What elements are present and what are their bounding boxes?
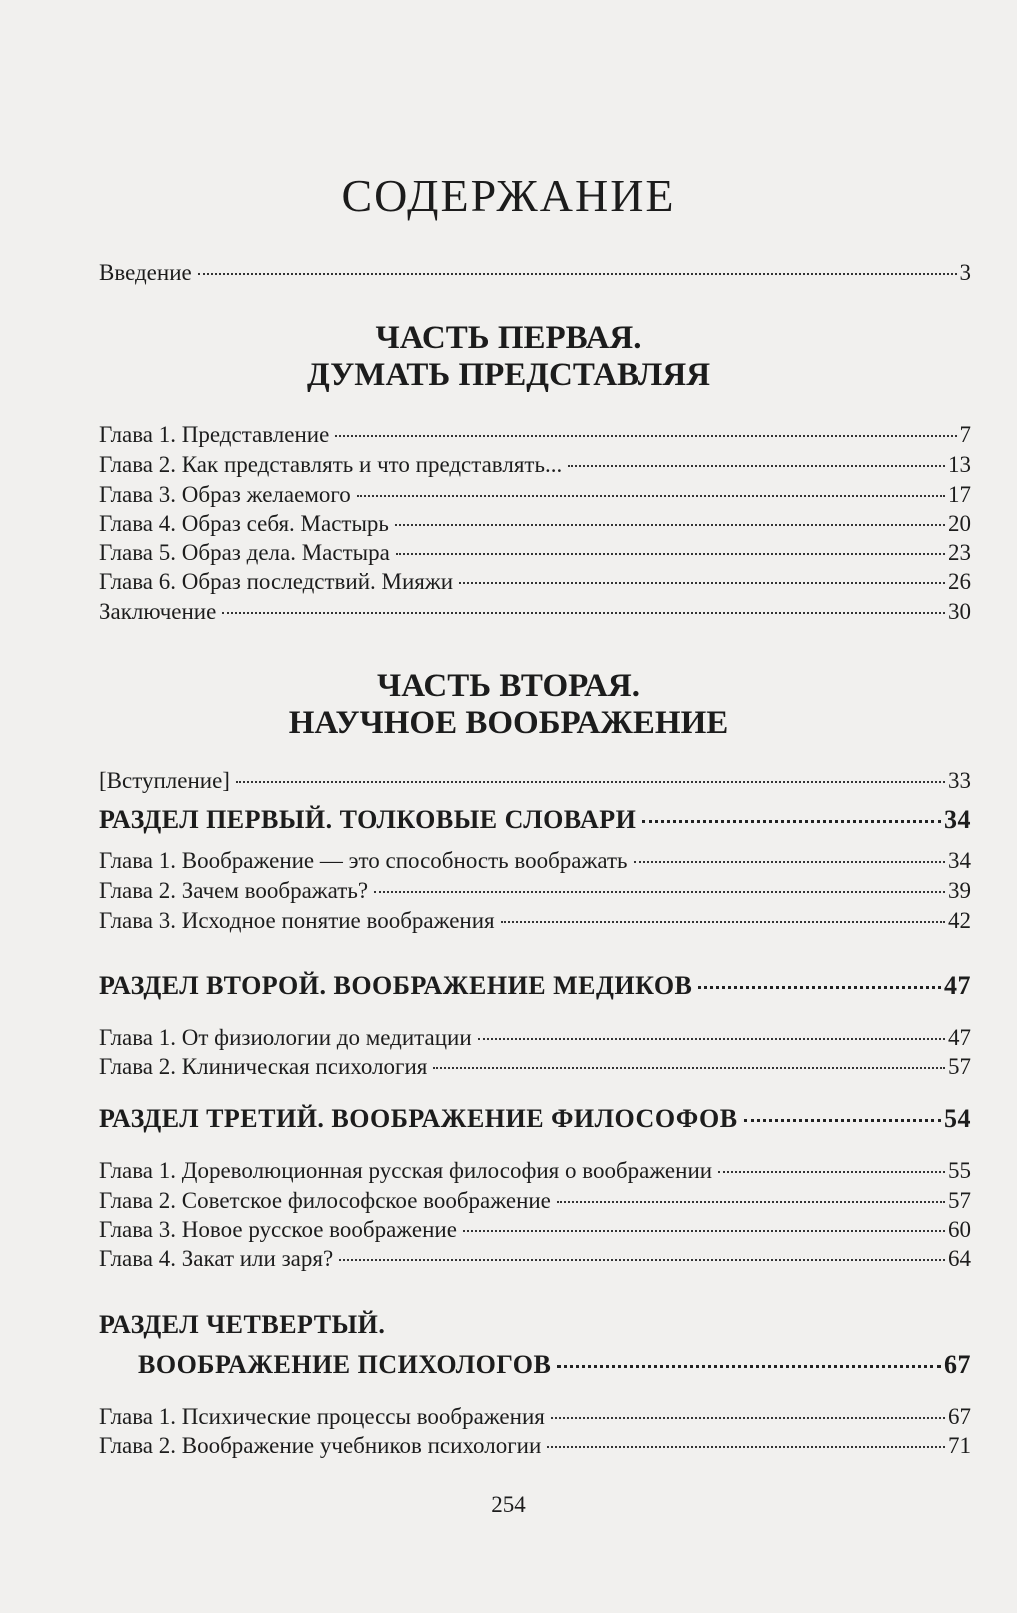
toc-entry-label: Глава 3. Новое русское воображение	[99, 1217, 457, 1242]
toc-entry-label: [Вступление]	[99, 768, 230, 793]
toc-entry	[99, 538, 971, 568]
dot-leader	[501, 921, 945, 923]
toc-entry-label: Введение	[99, 260, 192, 285]
toc-section-label: ВООБРАЖЕНИЕ ПСИХОЛОГОВ	[138, 1350, 552, 1379]
toc-entry	[99, 1431, 971, 1461]
toc-entry-page: 3	[959, 260, 971, 285]
toc-section-heading	[138, 1350, 971, 1380]
dot-leader	[396, 553, 945, 555]
dot-leader	[547, 1446, 945, 1448]
dot-leader	[395, 524, 945, 526]
toc-section-label: РАЗДЕЛ ПЕРВЫЙ. ТОЛКОВЫЕ СЛОВАРИ	[99, 805, 637, 834]
toc-entry-label: Глава 1. Представление	[99, 422, 330, 447]
toc-entry-page: 20	[948, 511, 971, 536]
part1-heading-line2: ДУМАТЬ ПРЕДСТАВЛЯЯ	[306, 357, 711, 393]
toc-section-heading	[99, 1104, 971, 1134]
toc-entry-label: Глава 5. Образ дела. Мастыра	[99, 540, 390, 565]
toc-entry	[99, 420, 971, 450]
toc-section-heading	[99, 971, 971, 1001]
dot-leader	[551, 1417, 945, 1419]
toc-entry-label: Глава 1. От физиологии до медитации	[99, 1025, 472, 1050]
toc-entry-page: 47	[948, 1025, 971, 1050]
part1-heading-line1: ЧАСТЬ ПЕРВАЯ.	[375, 320, 642, 356]
toc-entry	[99, 1244, 971, 1274]
toc-entry-label: Глава 2. Воображение учебников психологии	[99, 1433, 542, 1458]
toc-section-label: РАЗДЕЛ ТРЕТИЙ. ВООБРАЖЕНИЕ ФИЛОСОФОВ	[99, 1104, 738, 1133]
toc-entry-page: 42	[948, 908, 971, 933]
toc-entry-label: Глава 4. Образ себя. Мастырь	[99, 511, 389, 536]
dot-leader	[339, 1259, 945, 1261]
toc-entry-label: Глава 2. Зачем воображать?	[99, 878, 369, 903]
toc-entry-label: Глава 1. Дореволюционная русская философия о воображении	[99, 1158, 713, 1183]
toc-entry-label: Глава 1. Воображение — это способность воображать	[99, 848, 628, 873]
part2-heading-line2: НАУЧНОЕ ВООБРАЖЕНИЕ	[288, 705, 729, 741]
dot-leader	[642, 820, 941, 823]
toc-entry-page: 33	[948, 768, 971, 793]
toc-entry-label: Глава 2. Клиническая психология	[99, 1054, 428, 1079]
toc-section-heading	[99, 805, 971, 835]
toc-entry-label: Глава 1. Психические процессы воображения	[99, 1404, 545, 1429]
toc-section-heading-line1: РАЗДЕЛ ЧЕТВЕРТЫЙ.	[99, 1310, 386, 1339]
toc-entry-label: Глава 4. Закат или заря?	[99, 1246, 334, 1271]
toc-entry-page: 13	[948, 452, 971, 477]
toc-entry-page: 64	[948, 1246, 971, 1271]
toc-entry-page: 39	[948, 878, 971, 903]
dot-leader	[198, 273, 957, 275]
toc-section-page: 54	[944, 1104, 971, 1133]
dot-leader	[698, 986, 941, 989]
dot-leader	[222, 612, 945, 614]
toc-entry	[99, 450, 971, 480]
toc-entry-page: 26	[948, 569, 971, 594]
dot-leader	[718, 1171, 945, 1173]
toc-entry	[99, 846, 971, 876]
dot-leader	[478, 1038, 945, 1040]
part2-heading-line1: ЧАСТЬ ВТОРАЯ.	[377, 668, 640, 704]
toc-entry-label: Глава 3. Образ желаемого	[99, 482, 351, 507]
dot-leader	[335, 435, 956, 437]
toc-entry-label: Глава 3. Исходное понятие воображения	[99, 908, 495, 933]
toc-entry-page: 30	[948, 599, 971, 624]
toc-entry-label: Глава 2. Как представлять и что представлять...	[99, 452, 563, 477]
toc-entry-page: 67	[948, 1404, 971, 1429]
toc-entry-label: Глава 2. Советское философское воображение	[99, 1188, 551, 1213]
toc-entry-label: Глава 6. Образ последствий. Мияжи	[99, 569, 454, 594]
toc-entry	[99, 509, 971, 539]
toc-entry-label: Заключение	[99, 599, 217, 624]
toc-entry-page: 17	[948, 482, 971, 507]
dot-leader	[433, 1067, 945, 1069]
dot-leader	[557, 1201, 945, 1203]
toc-entry	[99, 1186, 971, 1216]
toc-entry	[99, 1215, 971, 1245]
dot-leader	[357, 495, 945, 497]
toc-entry	[99, 1023, 971, 1053]
toc-entry	[99, 480, 971, 510]
toc-entry-page: 57	[948, 1188, 971, 1213]
toc-entry	[99, 876, 971, 906]
toc-entry-page: 55	[948, 1158, 971, 1183]
toc-entry	[99, 1052, 971, 1082]
toc-entry-page: 60	[948, 1217, 971, 1242]
dot-leader	[374, 891, 945, 893]
toc-entry-page: 34	[948, 848, 971, 873]
dot-leader	[557, 1365, 941, 1368]
toc-entry	[99, 906, 971, 936]
toc-section-label: РАЗДЕЛ ВТОРОЙ. ВООБРАЖЕНИЕ МЕДИКОВ	[99, 971, 693, 1000]
dot-leader	[463, 1230, 945, 1232]
toc-entry-page: 71	[948, 1433, 971, 1458]
page-title: СОДЕРЖАНИЕ	[341, 170, 676, 221]
toc-section-page: 34	[944, 805, 971, 834]
dot-leader	[236, 781, 945, 783]
page-number: 254	[491, 1492, 526, 1517]
toc-entry-page: 57	[948, 1054, 971, 1079]
toc-section-page: 67	[944, 1350, 971, 1379]
toc-entry	[99, 567, 971, 597]
toc-entry-page: 7	[959, 422, 971, 447]
toc-entry-intro	[99, 258, 971, 288]
toc-entry-preface	[99, 766, 971, 796]
toc-section-page: 47	[944, 971, 971, 1000]
toc-entry	[99, 1156, 971, 1186]
dot-leader	[744, 1119, 941, 1122]
dot-leader	[634, 861, 945, 863]
dot-leader	[459, 582, 945, 584]
dot-leader	[568, 465, 945, 467]
toc-entry	[99, 597, 971, 627]
toc-entry	[99, 1402, 971, 1432]
toc-entry-page: 23	[948, 540, 971, 565]
